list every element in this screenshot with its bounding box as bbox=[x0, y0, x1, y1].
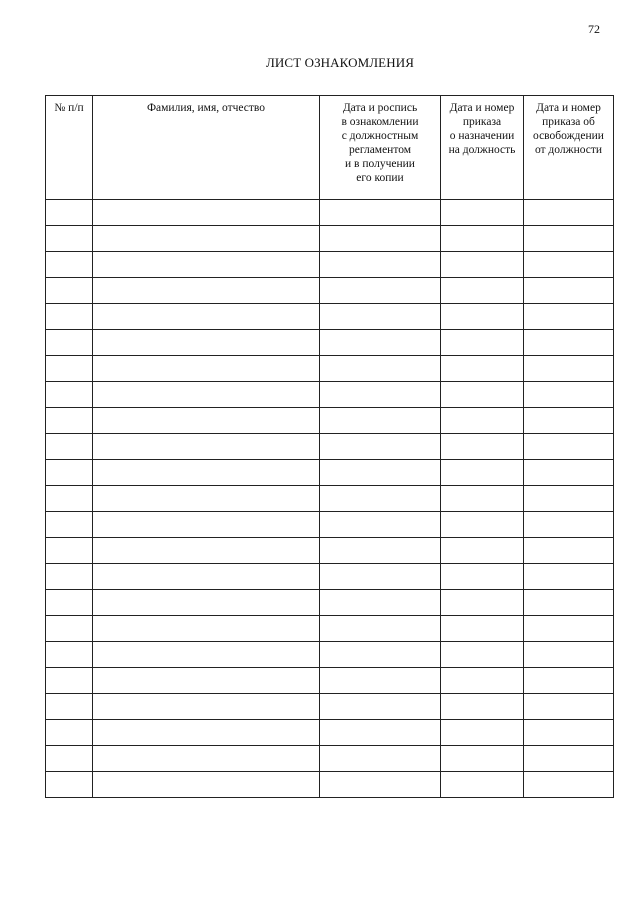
cell-number bbox=[46, 200, 93, 226]
table-row bbox=[46, 200, 614, 226]
table-row bbox=[46, 460, 614, 486]
cell-number bbox=[46, 226, 93, 252]
table-row bbox=[46, 408, 614, 434]
cell-full-name bbox=[93, 460, 320, 486]
table-row bbox=[46, 616, 614, 642]
cell-signature-date bbox=[320, 278, 441, 304]
cell-signature-date bbox=[320, 330, 441, 356]
cell-signature-date bbox=[320, 460, 441, 486]
table-body bbox=[46, 200, 614, 798]
table-row bbox=[46, 590, 614, 616]
cell-dismissal-order bbox=[524, 200, 614, 226]
cell-full-name bbox=[93, 668, 320, 694]
table-row bbox=[46, 746, 614, 772]
table-row bbox=[46, 694, 614, 720]
cell-number bbox=[46, 486, 93, 512]
cell-full-name bbox=[93, 538, 320, 564]
table-row bbox=[46, 642, 614, 668]
cell-appointment-order bbox=[441, 382, 524, 408]
page-title: ЛИСТ ОЗНАКОМЛЕНИЯ bbox=[266, 55, 414, 70]
cell-number bbox=[46, 538, 93, 564]
table-row bbox=[46, 382, 614, 408]
cell-full-name bbox=[93, 720, 320, 746]
header-signature-date: Дата и роспись в ознакомлении с должностным регламентом и в получении его копии bbox=[320, 96, 441, 200]
cell-dismissal-order bbox=[524, 408, 614, 434]
cell-full-name bbox=[93, 694, 320, 720]
cell-number bbox=[46, 694, 93, 720]
cell-signature-date bbox=[320, 668, 441, 694]
table-row bbox=[46, 720, 614, 746]
cell-number bbox=[46, 252, 93, 278]
cell-dismissal-order bbox=[524, 642, 614, 668]
cell-dismissal-order bbox=[524, 616, 614, 642]
cell-number bbox=[46, 408, 93, 434]
cell-number bbox=[46, 278, 93, 304]
cell-full-name bbox=[93, 226, 320, 252]
cell-signature-date bbox=[320, 304, 441, 330]
cell-full-name bbox=[93, 642, 320, 668]
cell-number bbox=[46, 512, 93, 538]
cell-appointment-order bbox=[441, 486, 524, 512]
cell-number bbox=[46, 772, 93, 798]
cell-signature-date bbox=[320, 642, 441, 668]
cell-full-name bbox=[93, 304, 320, 330]
cell-appointment-order bbox=[441, 694, 524, 720]
cell-full-name bbox=[93, 278, 320, 304]
cell-dismissal-order bbox=[524, 512, 614, 538]
cell-signature-date bbox=[320, 694, 441, 720]
cell-full-name bbox=[93, 200, 320, 226]
table-row bbox=[46, 252, 614, 278]
cell-full-name bbox=[93, 772, 320, 798]
cell-dismissal-order bbox=[524, 252, 614, 278]
cell-appointment-order bbox=[441, 226, 524, 252]
cell-dismissal-order bbox=[524, 772, 614, 798]
cell-full-name bbox=[93, 564, 320, 590]
table-row bbox=[46, 304, 614, 330]
cell-full-name bbox=[93, 512, 320, 538]
cell-number bbox=[46, 304, 93, 330]
cell-dismissal-order bbox=[524, 304, 614, 330]
cell-number bbox=[46, 434, 93, 460]
cell-appointment-order bbox=[441, 356, 524, 382]
cell-number bbox=[46, 642, 93, 668]
cell-full-name bbox=[93, 590, 320, 616]
cell-number bbox=[46, 356, 93, 382]
cell-signature-date bbox=[320, 512, 441, 538]
table-row bbox=[46, 486, 614, 512]
cell-dismissal-order bbox=[524, 460, 614, 486]
cell-full-name bbox=[93, 382, 320, 408]
cell-full-name bbox=[93, 408, 320, 434]
cell-number bbox=[46, 746, 93, 772]
table-row bbox=[46, 668, 614, 694]
cell-appointment-order bbox=[441, 434, 524, 460]
cell-signature-date bbox=[320, 434, 441, 460]
cell-dismissal-order bbox=[524, 434, 614, 460]
cell-signature-date bbox=[320, 226, 441, 252]
cell-number bbox=[46, 460, 93, 486]
header-dismissal-order: Дата и номер приказа об освобождении от должности bbox=[524, 96, 614, 200]
cell-signature-date bbox=[320, 746, 441, 772]
cell-dismissal-order bbox=[524, 694, 614, 720]
cell-number bbox=[46, 668, 93, 694]
cell-signature-date bbox=[320, 616, 441, 642]
cell-signature-date bbox=[320, 200, 441, 226]
cell-dismissal-order bbox=[524, 486, 614, 512]
cell-number bbox=[46, 590, 93, 616]
cell-appointment-order bbox=[441, 564, 524, 590]
cell-dismissal-order bbox=[524, 564, 614, 590]
cell-signature-date bbox=[320, 486, 441, 512]
table-row bbox=[46, 278, 614, 304]
header-number: № п/п bbox=[46, 96, 93, 200]
cell-full-name bbox=[93, 356, 320, 382]
acknowledgement-table bbox=[45, 95, 614, 798]
table-header-row bbox=[46, 96, 614, 200]
cell-signature-date bbox=[320, 538, 441, 564]
table-row bbox=[46, 434, 614, 460]
cell-appointment-order bbox=[441, 252, 524, 278]
table-row bbox=[46, 564, 614, 590]
table-row bbox=[46, 538, 614, 564]
cell-dismissal-order bbox=[524, 538, 614, 564]
cell-appointment-order bbox=[441, 772, 524, 798]
cell-full-name bbox=[93, 616, 320, 642]
cell-dismissal-order bbox=[524, 356, 614, 382]
cell-dismissal-order bbox=[524, 330, 614, 356]
header-appointment-order: Дата и номер приказа о назначении на должность bbox=[441, 96, 524, 200]
cell-dismissal-order bbox=[524, 668, 614, 694]
cell-appointment-order bbox=[441, 200, 524, 226]
cell-appointment-order bbox=[441, 304, 524, 330]
cell-dismissal-order bbox=[524, 382, 614, 408]
cell-dismissal-order bbox=[524, 226, 614, 252]
cell-full-name bbox=[93, 486, 320, 512]
cell-number bbox=[46, 564, 93, 590]
cell-appointment-order bbox=[441, 746, 524, 772]
cell-appointment-order bbox=[441, 512, 524, 538]
cell-signature-date bbox=[320, 382, 441, 408]
cell-full-name bbox=[93, 434, 320, 460]
table-row bbox=[46, 772, 614, 798]
cell-appointment-order bbox=[441, 278, 524, 304]
cell-number bbox=[46, 382, 93, 408]
cell-dismissal-order bbox=[524, 720, 614, 746]
table-row bbox=[46, 512, 614, 538]
cell-signature-date bbox=[320, 252, 441, 278]
cell-dismissal-order bbox=[524, 278, 614, 304]
cell-signature-date bbox=[320, 408, 441, 434]
table-row bbox=[46, 356, 614, 382]
page-number: 72 bbox=[588, 22, 600, 36]
cell-appointment-order bbox=[441, 616, 524, 642]
cell-appointment-order bbox=[441, 720, 524, 746]
cell-number bbox=[46, 616, 93, 642]
cell-dismissal-order bbox=[524, 746, 614, 772]
cell-dismissal-order bbox=[524, 590, 614, 616]
cell-full-name bbox=[93, 330, 320, 356]
cell-full-name bbox=[93, 746, 320, 772]
cell-full-name bbox=[93, 252, 320, 278]
cell-signature-date bbox=[320, 720, 441, 746]
cell-appointment-order bbox=[441, 642, 524, 668]
table-row bbox=[46, 330, 614, 356]
table-row bbox=[46, 226, 614, 252]
cell-appointment-order bbox=[441, 408, 524, 434]
cell-signature-date bbox=[320, 356, 441, 382]
cell-appointment-order bbox=[441, 538, 524, 564]
cell-signature-date bbox=[320, 772, 441, 798]
cell-appointment-order bbox=[441, 590, 524, 616]
cell-number bbox=[46, 330, 93, 356]
cell-appointment-order bbox=[441, 460, 524, 486]
cell-appointment-order bbox=[441, 330, 524, 356]
cell-appointment-order bbox=[441, 668, 524, 694]
cell-signature-date bbox=[320, 590, 441, 616]
header-full-name: Фамилия, имя, отчество bbox=[93, 96, 320, 200]
cell-signature-date bbox=[320, 564, 441, 590]
cell-number bbox=[46, 720, 93, 746]
